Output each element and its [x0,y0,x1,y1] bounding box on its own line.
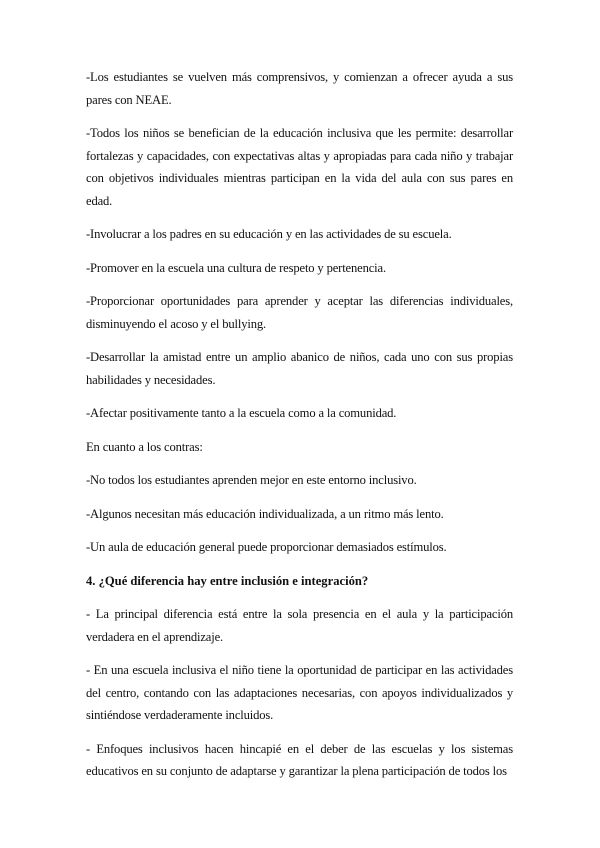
paragraph-cons-intro: En cuanto a los contras: [86,439,203,454]
paragraph-individual-differences: -Proporcionar oportunidades para aprender y aceptar las diferencias individuales, disminuyendo el acoso y el bullying. [86,294,513,331]
paragraph-comprehension: -Los estudiantes se vuelven más comprensivos, y comienzan a ofrecer ayuda a sus pares con NEAE. [86,70,513,107]
paragraph-involve-parents: -Involucrar a los padres en su educación y en las actividades de su escuela. [86,227,452,241]
paragraph-inclusive-school: - En una escuela inclusiva el niño tiene la oportunidad de participar en las actividades del centro, contando con las adaptaciones necesarias, con apoyos individualizados y sintiéndose verdaderamente incluidos. [86,663,513,722]
paragraph-friendship: -Desarrollar la amistad entre un amplio abanico de niños, cada uno con sus propias habilidades y necesidades. [86,350,513,387]
paragraph-all-children-benefit: -Todos los niños se benefician de la educación inclusiva que les permite: desarrollar fortalezas y capacidades, con expectativas altas y apropiadas para cada niño y trabajar con objetivos individuales mientras participan en la vida del aula con sus pares en edad. [86,126,513,208]
paragraph-main-difference: - La principal diferencia está entre la sola presencia en el aula y la participación verdadera en el aprendizaje. [86,607,513,644]
paragraph-inclusive-approaches: - Enfoques inclusivos hacen hincapié en el deber de las escuelas y los sistemas educativos en su conjunto de adaptarse y garantizar la plena participación de todos los [86,741,513,778]
paragraph-con-individualized: -Algunos necesitan más educación individualizada, a un ritmo más lento. [86,506,444,521]
section-heading: 4. ¿Qué diferencia hay entre inclusión e integración? [86,573,369,588]
paragraph-respect-culture: -Promover en la escuela una cultura de respeto y pertenencia. [86,260,386,275]
paragraph-community-effect: -Afectar positivamente tanto a la escuela como a la comunidad. [86,406,397,420]
paragraph-con-stimuli: -Un aula de educación general puede proporcionar demasiados estímulos. [86,540,447,554]
paragraph-con-not-all-learn: -No todos los estudiantes aprenden mejor en este entorno inclusivo. [86,473,417,487]
